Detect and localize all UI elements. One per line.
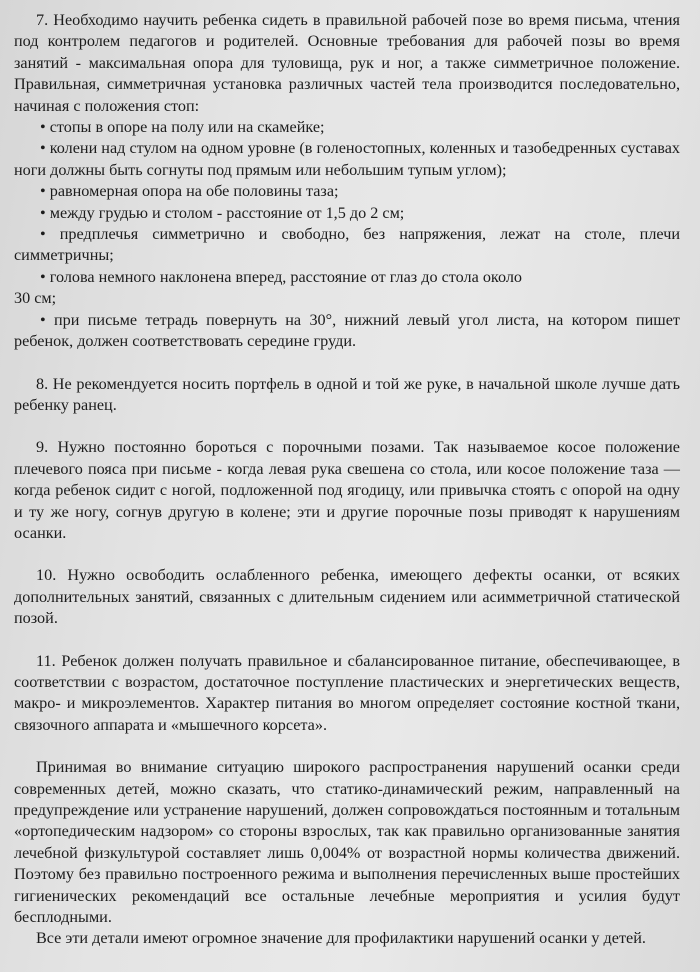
paragraph-11: 11. Ребенок должен получать правильное и сбалансированное питание, обеспечивающее, в соответствии с возрастом, достаточное поступление пластических и энергетических веществ, макро- и микроэлементов. Характер питания во многом определяет состояние костной ткани, связочного аппарата и «мышечного корсета». (14, 651, 680, 734)
list-item: • между грудью и столом - расстояние от 1,5 до 2 см; (14, 203, 680, 224)
list-item: • предплечья симметрично и свободно, без напряжения, лежат на столе, плечи симметричны; (14, 224, 680, 267)
conclusion-paragraph-2: Все эти детали имеют огромное значение для профилактики нарушений осанки у детей. (36, 929, 646, 948)
list-item: • равномерная опора на обе половины таза; (14, 181, 680, 202)
paragraph-7-intro: 7. Необходимо научить ребенка сидеть в правильной рабочей позе во время письма, чтения под контролем педагогов и родителей. Основные требования для рабочей позы во время занятий - максимальная опора для туловища, рук и ног, а также симметричное положение. Правильная, симметричная установка различных частей тела производится последовательно, начиная с положения стоп: (14, 11, 680, 115)
posture-requirements-list (14, 117, 680, 352)
list-item: • при письме тетрадь повернуть на 30°, нижний левый угол листа, на котором пишет ребенок, должен соответствовать середине груди. (14, 310, 680, 353)
conclusion-paragraph-1: Принимая во внимание ситуацию широкого распространения нарушений осанки среди современных детей, можно сказать, что статико-динамический режим, направленный на предупреждение или устранение нарушений, должен сопровождаться постоянным и тотальным «ортопедическим надзором» со стороны взрослых, так как правильно организованные занятия лечебной физкультурой составляет лишь 0,004% от возрастной нормы количества движений. Поэтому без правильно построенного режима и выполнения перечисленных выше простейших гигиенических рекомендаций все остальные лечебные мероприятия и усилия будут бесплодными. (14, 758, 680, 927)
paragraph-9: 9. Нужно постоянно бороться с порочными позами. Так называемое косое положение плечевого пояса при письме - когда левая рука свешена со стола, или косое положение таза —когда ребенок сидит с ногой, подложенной под ягодицу, или привычка стоять с опорой на одну и ту же ногу, согнув другую в колене; эти и другие порочные позы приводят к нарушениям осанки. (14, 438, 680, 542)
list-item: • колени над стулом на одном уровне (в голеностопных, коленных и тазобедренных суставах ноги должны быть согнуты под прямым или небольшим тупым углом); (14, 138, 680, 181)
paragraph-8: 8. Не рекомендуется носить портфель в одной и той же руке, в начальной школе лучше дать ребенку ранец. (14, 374, 680, 414)
list-item-continuation: 30 см; (14, 289, 57, 308)
list-item: • голова немного наклонена вперед, расстояние от глаз до стола около (14, 267, 680, 288)
list-item: • стопы в опоре на полу или на скамейке; (14, 117, 680, 138)
paragraph-10: 10. Нужно освободить ослабленного ребенка, имеющего дефекты осанки, от всяких дополнительных занятий, связанных с длительным сидением или асимметричной статической позой. (14, 566, 680, 628)
